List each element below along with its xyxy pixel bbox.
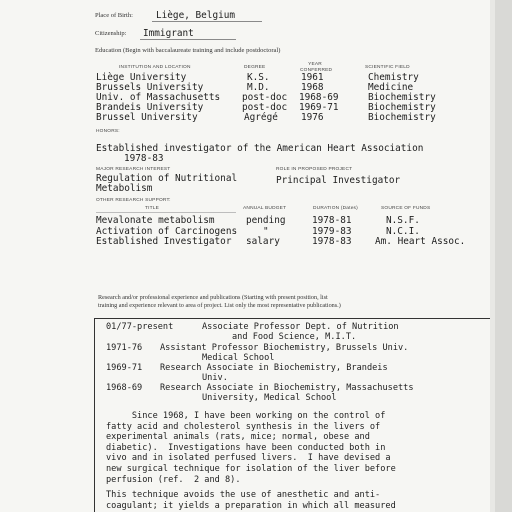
experience-line2: University, Medical School [202, 393, 337, 403]
role-label: ROLE IN PROPOSED PROJECT [276, 167, 353, 172]
edu-field: Biochemistry [368, 112, 436, 123]
edu-institution: Liège University [96, 72, 187, 83]
education-label: Education (Begin with baccalaureate training and include postdoctoral) [95, 47, 281, 54]
edu-col-field: SCIENTIFIC FIELD [365, 65, 410, 70]
support-col-source: SOURCE OF FUNDS [381, 206, 431, 211]
edu-degree: K.S. [247, 72, 270, 83]
support-source: Am. Heart Assoc. [375, 236, 466, 247]
paragraph-line: experimental animals (rats, mice; normal, obese and [106, 432, 370, 443]
paragraph-line: Since 1968, I have been working on the control of [106, 411, 386, 421]
experience-line1: Assistant Professor Biochemistry, Brussels Univ. [160, 343, 409, 353]
experience-paragraph-2 [106, 490, 396, 511]
edu-field: Chemistry [368, 72, 419, 83]
research-interest-line1: Regulation of Nutritional [96, 173, 238, 184]
support-budget: pending [246, 215, 286, 226]
edu-institution: Brandeis University [96, 102, 204, 113]
edu-year: 1968 [301, 82, 324, 93]
support-title: Mevalonate metabolism [96, 215, 215, 226]
experience-dates: 1969-71 [106, 363, 143, 373]
edu-col-degree: DEGREE [244, 65, 266, 70]
experience-dates: 01/77-present [106, 322, 174, 332]
paragraph-line: coagulant; it yields a preparation in which all measured [106, 500, 396, 511]
support-source: N.C.I. [386, 226, 420, 237]
paragraph-line: This technique avoids the use of anesthetic and anti- [106, 490, 381, 500]
support-duration: 1978-83 [312, 236, 352, 247]
experience-paragraph-1 [106, 411, 396, 485]
edu-col-institution: INSTITUTION AND LOCATION [119, 65, 191, 70]
edu-field: Medicine [368, 82, 414, 93]
experience-dates: 1968-69 [106, 383, 143, 393]
edu-field: Biochemistry [368, 102, 436, 113]
experience-dates: 1971-76 [106, 343, 143, 353]
paragraph-line: new surgical technique for isolation of the liver before [106, 463, 396, 474]
citizenship-value: Immigrant [143, 28, 194, 39]
support-header-rule [96, 212, 236, 213]
paragraph-line: vivo and in isolated perfused livers. I have devised a [106, 453, 391, 464]
citizenship-label: Citizenship: [95, 30, 127, 37]
support-col-duration: DURATION (Dates) [313, 206, 358, 211]
honors-line1: Established investigator of the American Heart Association [96, 143, 424, 154]
citizenship-underline [140, 39, 236, 40]
experience-line2: and Food Science, M.I.T. [232, 332, 357, 342]
support-label: OTHER RESEARCH SUPPORT: [96, 198, 171, 203]
paragraph-line: diabetic). Investigations have been conducted both in [106, 442, 386, 453]
experience-line2: Medical School [202, 353, 275, 363]
page-margin [495, 0, 512, 512]
paragraph-line: perfusion (ref. 2 and 8). [106, 474, 241, 485]
paragraph-line: fatty acid and cholesterol synthesis in the livers of [106, 421, 381, 432]
support-budget: salary [246, 236, 280, 247]
honors-line2: 1978-83 [124, 153, 164, 164]
edu-field: Biochemistry [368, 92, 436, 103]
place-of-birth-value: Liège, Belgium [156, 10, 236, 21]
support-source: N.S.F. [386, 215, 420, 226]
edu-year: 1961 [301, 72, 324, 83]
support-col-title: TITLE [145, 206, 160, 211]
support-duration: 1979-83 [312, 226, 352, 237]
research-interest-line2: Metabolism [96, 183, 153, 194]
edu-degree: Agrégé [244, 112, 278, 123]
edu-year: 1969-71 [299, 102, 339, 113]
edu-institution: Univ. of Massachusetts [96, 92, 221, 103]
experience-instructions-line2: training and experience relevant to area of project. List only the most representative publications.) [98, 302, 341, 309]
support-title: Established Investigator [96, 236, 232, 247]
edu-year: 1976 [301, 112, 324, 123]
research-interest-label: MAJOR RESEARCH INTEREST [96, 167, 171, 172]
experience-instructions-line1: Research and/or professional experience and publications (Starting with present position, list [98, 294, 328, 301]
edu-col-year: YEAR CONFERRED [300, 62, 333, 73]
edu-year: 1968-69 [299, 92, 339, 103]
edu-degree: M.D. [247, 82, 270, 93]
support-title: Activation of Carcinogens [96, 226, 238, 237]
support-budget: " [263, 226, 269, 237]
edu-degree: post-doc [242, 102, 288, 113]
place-of-birth-underline [152, 21, 262, 22]
place-of-birth-label: Place of Birth: [95, 12, 133, 19]
support-duration: 1978-81 [312, 215, 352, 226]
experience-line1: Research Associate in Biochemistry, Massachusetts [160, 383, 414, 393]
experience-line2: Univ. [202, 373, 228, 383]
edu-institution: Brussels University [96, 82, 204, 93]
honors-label: HONORS: [96, 129, 120, 134]
support-col-budget: ANNUAL BUDGET [243, 206, 287, 211]
edu-institution: Brussel University [96, 112, 198, 123]
experience-line1: Research Associate in Biochemistry, Brandeis [160, 363, 388, 373]
experience-line1: Associate Professor Dept. of Nutrition [202, 322, 399, 332]
role-value: Principal Investigator [276, 175, 401, 186]
edu-degree: post-doc [242, 92, 288, 103]
